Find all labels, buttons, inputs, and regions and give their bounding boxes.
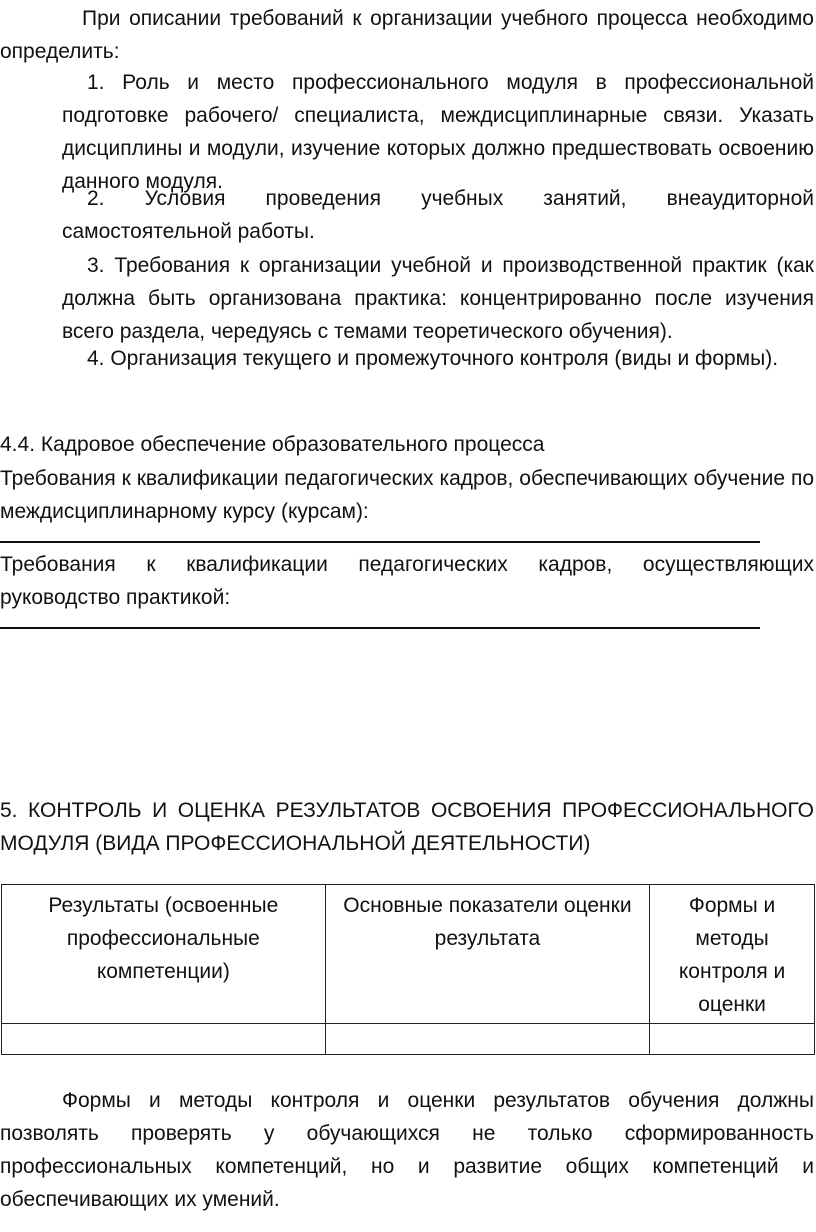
list-item-2: 2. Условия проведения учебных занятий, внеаудиторной самостоятельной работы.: [62, 187, 814, 243]
results-table: [1, 884, 815, 1055]
table-row: [2, 1024, 815, 1055]
table-cell-empty[interactable]: [325, 1024, 649, 1055]
table-header-row: [2, 885, 815, 1024]
fill-in-line-1: [0, 541, 760, 543]
table-cell-empty[interactable]: [2, 1024, 326, 1055]
table-cell-empty[interactable]: [650, 1024, 815, 1055]
closing-paragraph: Формы и методы контроля и оценки результатов обучения должны позволять проверять у обучающихся не только сформированность профессиональных компетенций, но и развитие общих компетенций и обеспечивающих их умений.: [0, 1089, 814, 1211]
table-header-indicators: Основные показатели оценки результата: [325, 885, 649, 1024]
staffing-requirement-2: Требования к квалификации педагогических кадров, осуществляющих руководство практикой:: [0, 553, 814, 609]
table-header-methods: Формы и методы контроля и оценки: [650, 885, 815, 1024]
list-item-3: 3. Требования к организации учебной и производственной практик (как должна быть организована практика: концентрированно после изучения всего раздела, чередуясь с темами теоретического обучения).: [62, 254, 814, 343]
intro-paragraph: При описании требований к организации учебного процесса необходимо определить:: [0, 7, 814, 63]
staffing-heading: 4.4. Кадровое обеспечение образовательного процесса: [0, 433, 545, 456]
list-item-1: 1. Роль и место профессионального модуля в профессиональной подготовке рабочего/ специалиста, междисциплинарные связи. Указать дисциплины и модули, изучение которых должно предшествовать освоению данного модуля.: [62, 71, 814, 193]
fill-in-line-2: [0, 627, 760, 629]
staffing-requirement-1: Требования к квалификации педагогических кадров, обеспечивающих обучение по междисциплинарному курсу (курсам):: [0, 467, 814, 523]
list-item-4: 4. Организация текущего и промежуточного контроля (виды и формы).: [87, 347, 779, 370]
table-header-results: Результаты (освоенные профессиональные компетенции): [2, 885, 326, 1024]
section-5-heading: 5. КОНТРОЛЬ И ОЦЕНКА РЕЗУЛЬТАТОВ ОСВОЕНИЯ ПРОФЕССИОНАЛЬНОГО МОДУЛЯ (ВИДА ПРОФЕССИОНАЛЬНОЙ ДЕЯТЕЛЬНОСТИ): [0, 799, 814, 855]
